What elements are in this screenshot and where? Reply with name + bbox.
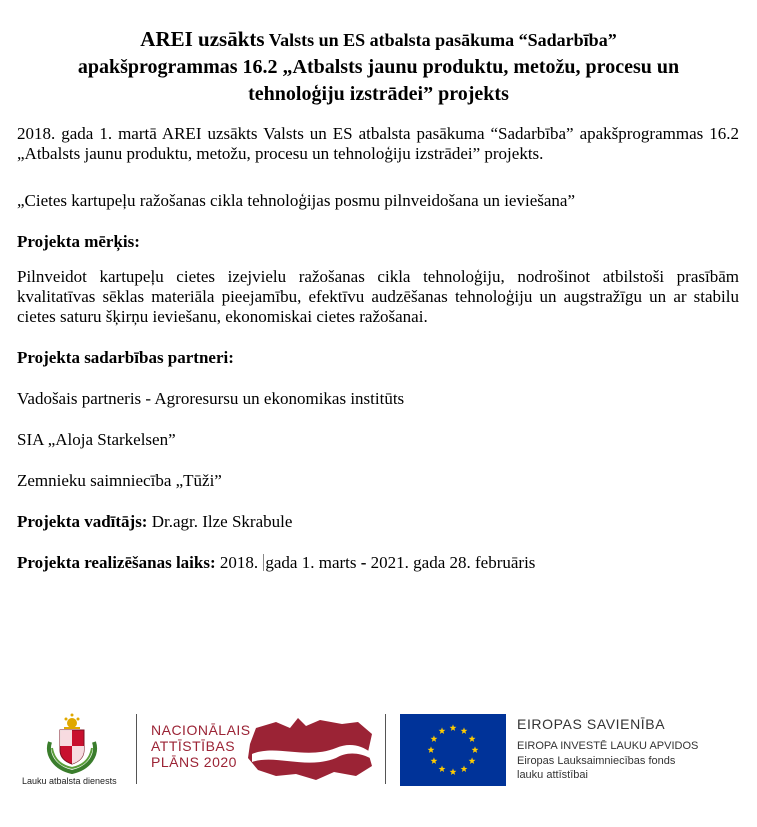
period-mid: gada 1. marts xyxy=(265,553,361,572)
goal-heading: Projekta mērķis: xyxy=(17,232,140,251)
goal-text: Pilnveidot kartupeļu cietes izejvielu ražošanas cikla tehnoloģiju, nodrošinot atbilstoši prasībām kvalitatīvas sēklas materiāla pieejamību, efektīvu audzēšanas tehnoloģiju un augstražīgu un ar stabilu cietes saturu šķirņu ieviešanu, ekonomiskai cietes ražošanai. xyxy=(17,267,739,326)
logo-divider xyxy=(385,714,386,784)
document-title xyxy=(10,26,747,108)
eu-fund-name: Eiropas Lauksaimniecības fonds xyxy=(517,755,676,767)
period-end: 2021. gada 28. februāris xyxy=(366,553,536,572)
partner-item: SIA „Aloja Starkelsen” xyxy=(17,430,176,449)
intro-paragraph: 2018. gada 1. martā AREI uzsākts Valsts un ES atbalsta pasākuma “Sadarbība” apakšprogrammas 16.2 „Atbalsts jaunu produktu, metožu, procesu un tehnoloģiju izstrādei” projekts. xyxy=(17,124,739,163)
leader-value: Dr.agr. Ilze Skrabule xyxy=(147,512,293,531)
eu-fund-name-2: lauku attīstībai xyxy=(517,769,588,781)
leader-label: Projekta vadītājs: xyxy=(17,512,148,531)
document-body xyxy=(17,124,739,573)
title-line-3: tehnoloģiju izstrādei” projekts xyxy=(248,83,509,105)
period-dash: - xyxy=(360,553,367,572)
nap-line: PLĀNS 2020 xyxy=(151,754,237,770)
partner-item: Vadošais partneris - Agroresursu un ekonomikas institūts xyxy=(17,389,405,408)
period-label: Projekta realizēšanas laiks: xyxy=(17,553,216,572)
title-lead: AREI uzsākts xyxy=(140,27,265,51)
nap-logo-text xyxy=(151,722,251,770)
partners-heading: Projekta sadarbības partneri: xyxy=(17,348,234,367)
project-leader xyxy=(17,512,739,532)
coat-of-arms-icon xyxy=(44,712,100,774)
project-name: „Cietes kartupeļu ražošanas cikla tehnoloģijas posmu pilnveidošana un ieviešana” xyxy=(17,191,575,210)
title-rest: Valsts un ES atbalsta pasākuma “Sadarbība” xyxy=(264,30,617,50)
title-line-2: apakšprogrammas 16.2 „Atbalsts jaunu produktu, metožu, procesu un xyxy=(77,56,680,78)
eu-title: EIROPAS SAVIENĪBA xyxy=(517,716,666,732)
logo-divider xyxy=(136,714,137,784)
latvia-map-icon xyxy=(246,714,376,784)
project-period xyxy=(17,553,739,573)
nap-line: ATTĪSTĪBAS xyxy=(151,738,236,754)
nap-line: NACIONĀLAIS xyxy=(151,722,251,738)
period-start: 2018. xyxy=(215,553,263,572)
lad-caption: Lauku atbalsta dienests xyxy=(22,776,117,786)
eu-subtitle: EIROPA INVESTĒ LAUKU APVIDOS xyxy=(517,740,699,752)
title-line-1 xyxy=(10,26,747,54)
logo-footer xyxy=(0,706,757,796)
partner-item: Zemnieku saimniecība „Tūži” xyxy=(17,471,222,490)
eu-flag-icon xyxy=(400,714,506,786)
